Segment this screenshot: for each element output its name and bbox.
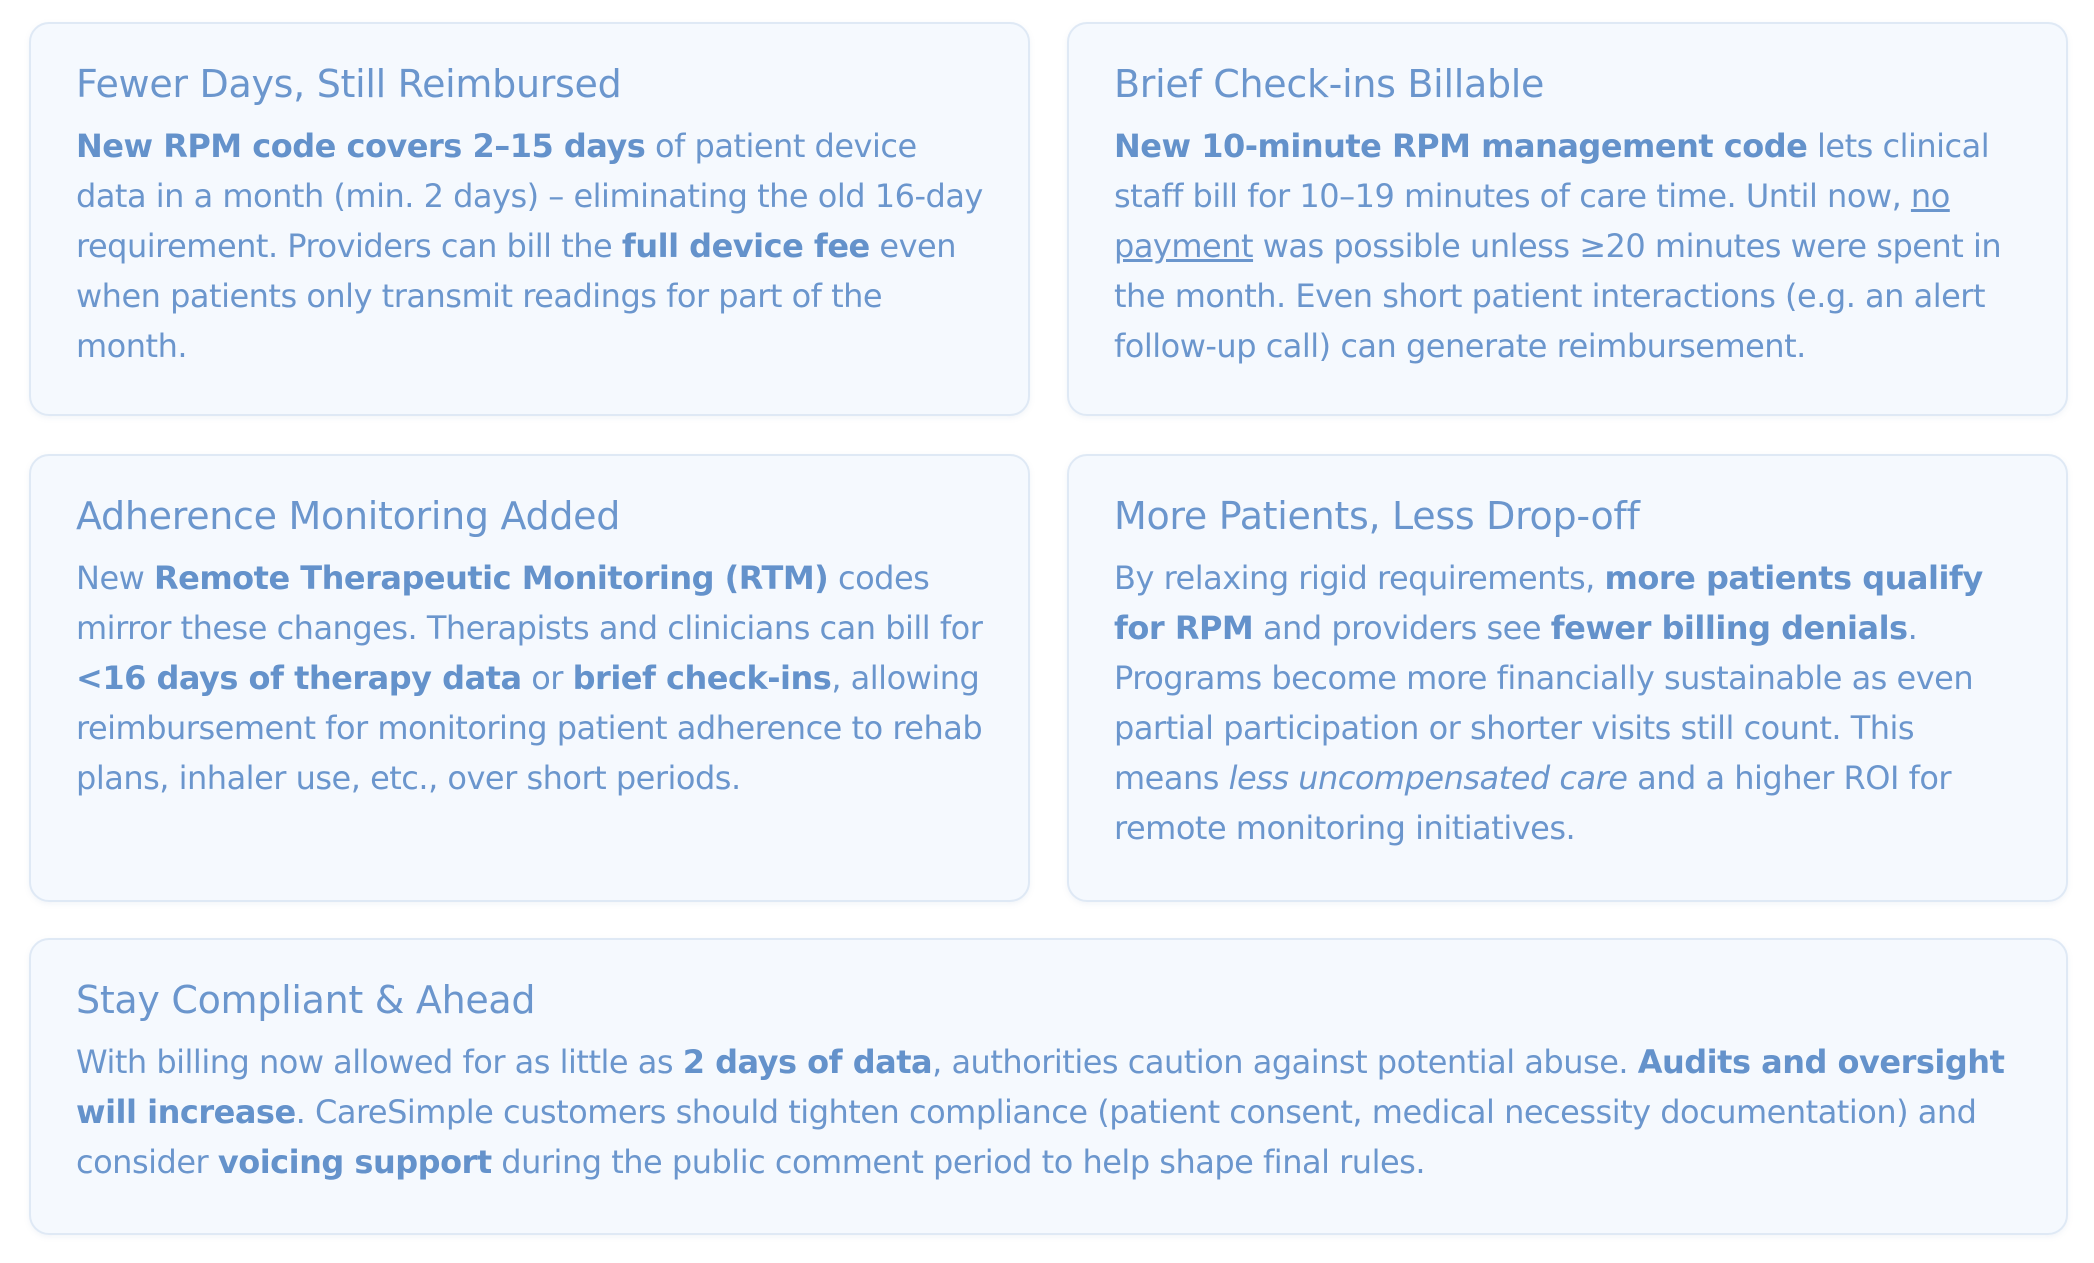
card-title: Fewer Days, Still Reimbursed — [76, 62, 622, 106]
body-text-normal: during the public comment period to help shape final rules. — [491, 1143, 1425, 1182]
body-text-bold: more patients qualify for RPM — [1114, 559, 1983, 648]
card-body — [76, 1037, 2021, 1187]
body-text-normal: and providers see — [1253, 609, 1551, 648]
card-adherence-monitoring — [29, 454, 1030, 902]
body-text-normal: even when patients only transmit readings for part of the month. — [76, 227, 957, 366]
body-text-normal: . Programs become more financially sustainable as even partial participation or shorter visits still count. This means — [1114, 609, 1974, 798]
card-body — [76, 553, 983, 803]
card-title: Brief Check-ins Billable — [1114, 62, 1545, 106]
body-text-normal: , authorities caution against potential abuse. — [932, 1043, 1638, 1082]
body-text-bold: Remote Therapeutic Monitoring (RTM) — [153, 559, 829, 598]
body-text-normal: With billing now allowed for as little as — [76, 1043, 683, 1082]
card-body — [76, 121, 983, 371]
body-text-normal: codes mirror these changes. Therapists and clinicians can bill for — [76, 559, 983, 648]
body-text-normal: By relaxing rigid requirements, — [1114, 559, 1605, 598]
body-text-normal: , allowing reimbursement for monitoring patient adherence to rehab plans, inhaler use, etc., over short periods. — [76, 659, 983, 798]
body-text-normal: lets clinical staff bill for 10–19 minutes of care time. Until now, — [1114, 127, 1990, 216]
body-text-bold: New RPM code covers 2–15 days — [76, 127, 646, 166]
body-text-normal: and a higher ROI for remote monitoring initiatives. — [1114, 759, 1952, 848]
body-text-bold: brief check-ins — [572, 659, 832, 698]
body-text-bold: New 10-minute RPM management code — [1114, 127, 1808, 166]
body-text-bold: fewer billing denials — [1550, 609, 1908, 648]
body-text-bold: voicing support — [217, 1143, 492, 1182]
body-text-normal: of patient device data in a month (min. 2 days) – eliminating the old 16-day requirement. Providers can bill the — [76, 127, 983, 266]
card-title: Adherence Monitoring Added — [76, 494, 621, 538]
card-title: Stay Compliant & Ahead — [76, 978, 536, 1022]
body-text-bold: 2 days of data — [682, 1043, 933, 1082]
body-text-bold: Audits and oversight will increase — [76, 1043, 2005, 1132]
card-more-patients — [1067, 454, 2068, 902]
card-body — [1114, 121, 2021, 371]
card-body — [1114, 553, 2021, 853]
card-title: More Patients, Less Drop-off — [1114, 494, 1640, 538]
body-text-normal: or — [521, 659, 573, 698]
card-stay-compliant — [29, 938, 2068, 1235]
body-text-bold: <16 days of therapy data — [76, 659, 522, 698]
body-text-normal: . CareSimple customers should tighten compliance (patient consent, medical necessity documentation) and consider — [76, 1093, 1977, 1182]
card-fewer-days — [29, 22, 1030, 416]
body-text-italic: less uncompensated care — [1228, 759, 1628, 798]
body-text-normal: was possible unless ≥20 minutes were spent in the month. Even short patient interactions (e.g. an alert follow-up call) can generate reimbursement. — [1114, 227, 2002, 366]
card-brief-checkins — [1067, 22, 2068, 416]
body-text-bold: full device fee — [621, 227, 870, 266]
body-text-normal: New — [76, 559, 154, 598]
body-text-underline: no payment — [1114, 177, 1950, 266]
